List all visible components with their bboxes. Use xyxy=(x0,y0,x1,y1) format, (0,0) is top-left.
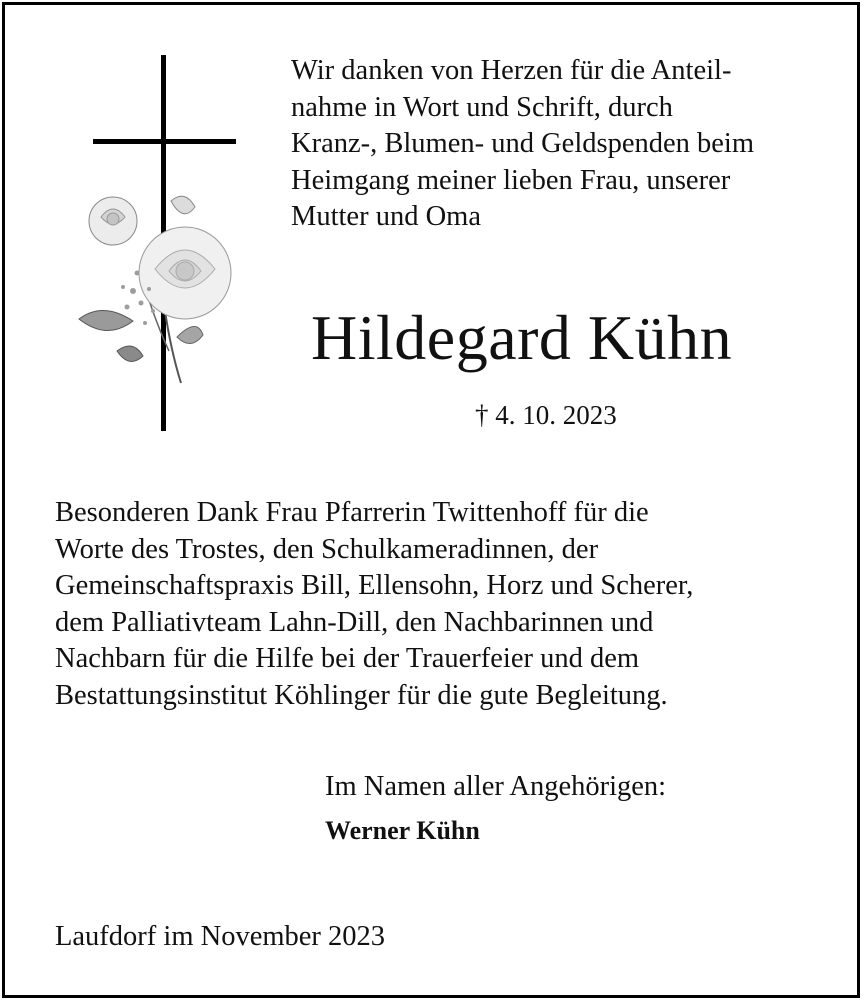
thanks-line: dem Palliativteam Lahn-Dill, den Nachbarinnen und xyxy=(55,606,654,638)
thanks-line: Nachbarn für die Hilfe bei der Trauerfeier und dem xyxy=(55,643,640,674)
thanks-text xyxy=(55,495,845,714)
thanks-line: Gemeinschaftspraxis Bill, Ellensohn, Horz und Scherer, xyxy=(55,570,694,601)
deceased-name: Hildegard Kühn xyxy=(311,302,733,373)
thanks-line: Bestattungsinstitut Köhlinger für die gute Begleitung. xyxy=(55,679,668,711)
on-behalf-line: Im Namen aller Angehörigen: xyxy=(325,771,667,802)
rose-bouquet-icon xyxy=(79,196,231,383)
intro-text xyxy=(291,53,851,236)
intro-line: Mutter und Oma xyxy=(291,201,481,232)
cross-with-roses-image xyxy=(73,51,243,435)
death-date: † 4. 10. 2023 xyxy=(475,400,617,430)
thanks-line: Worte des Trostes, den Schulkameradinnen, der xyxy=(55,533,599,565)
intro-line: Kranz-, Blumen- und Geldspenden beim xyxy=(291,128,754,159)
place-and-date: Laufdorf im November 2023 xyxy=(55,921,386,952)
thanks-line: Besonderen Dank Frau Pfarrerin Twittenhoff für die xyxy=(55,497,649,528)
intro-line: nahme in Wort und Schrift, durch xyxy=(291,91,673,123)
intro-line: Heimgang meiner lieben Frau, unserer xyxy=(291,164,731,196)
intro-line: Wir danken von Herzen für die Anteil- xyxy=(291,55,732,86)
signer-name: Werner Kühn xyxy=(325,816,480,845)
obituary-notice xyxy=(2,2,860,998)
